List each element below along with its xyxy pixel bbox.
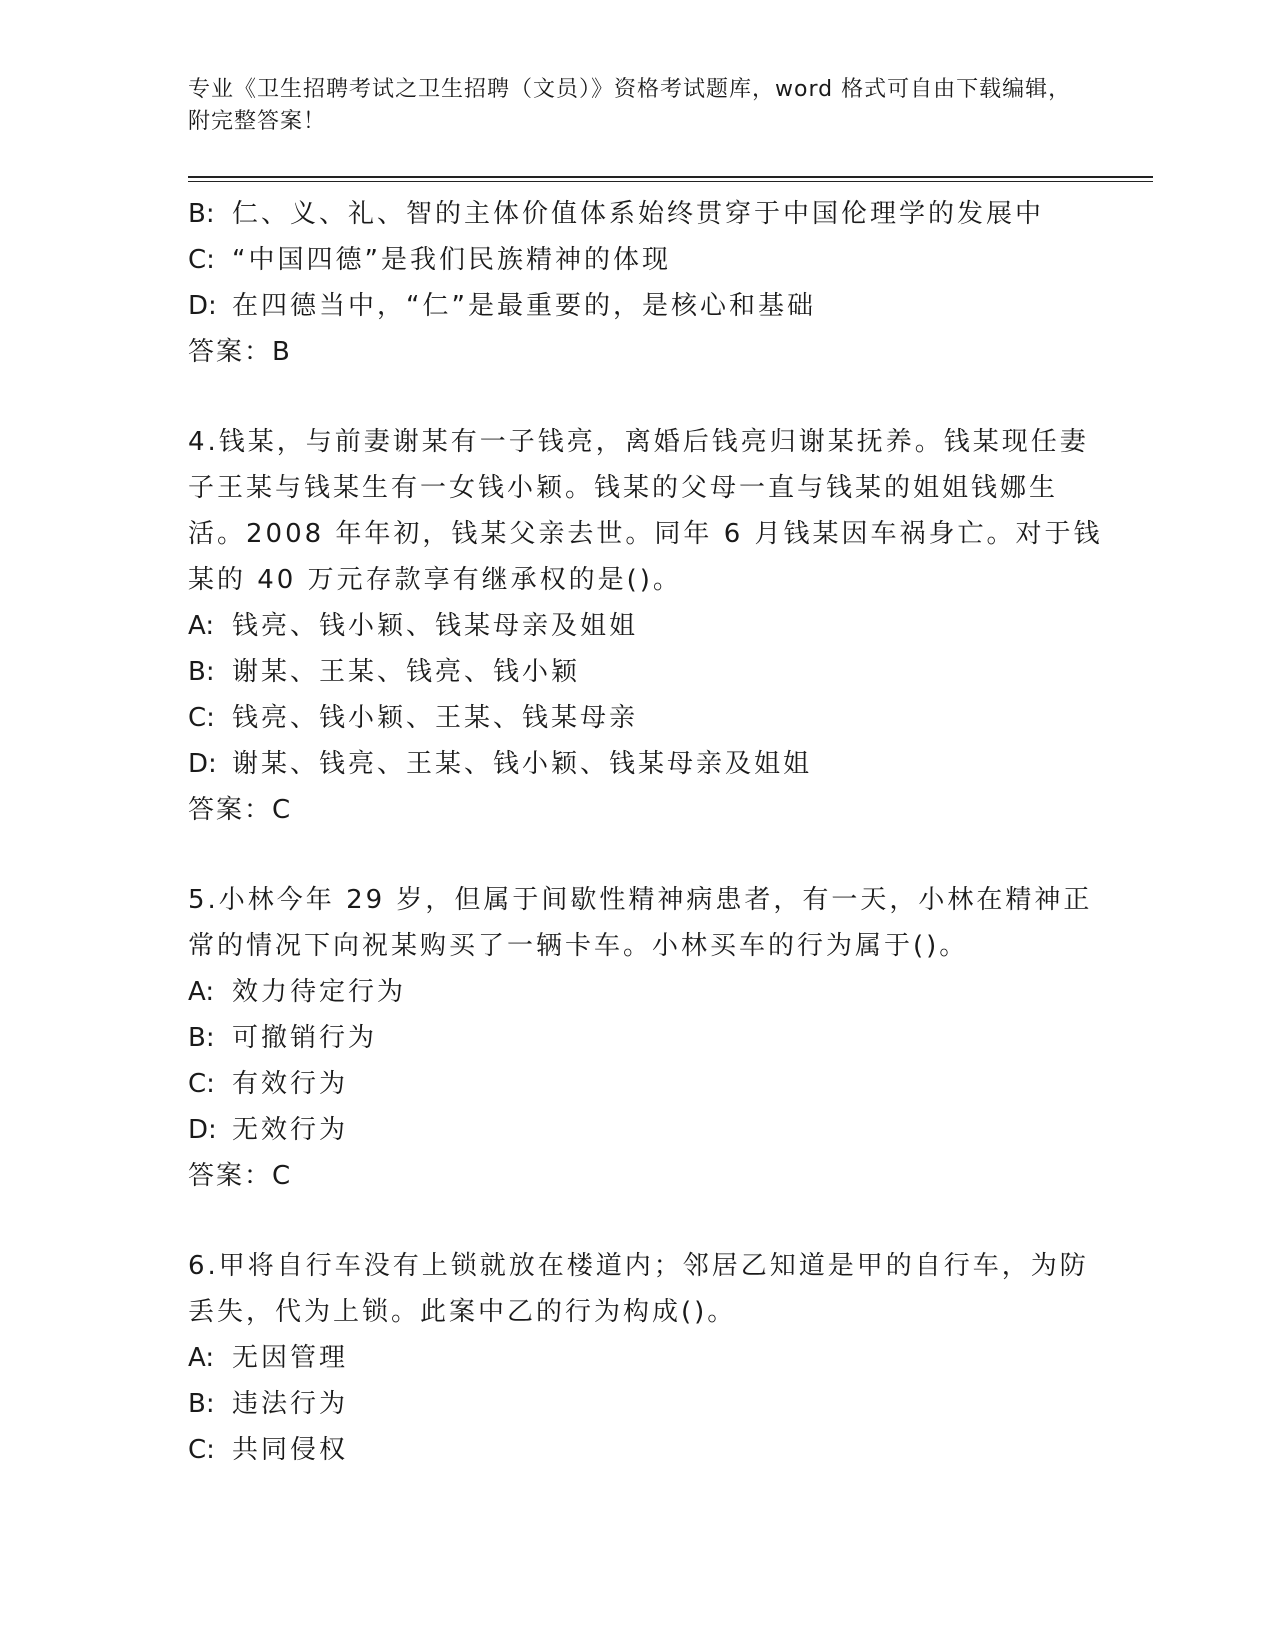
option-text: 无效行为 xyxy=(232,1115,349,1145)
answer-line: 答案：B xyxy=(188,337,292,367)
option-c xyxy=(188,237,1108,283)
answer-line: 答案：C xyxy=(188,795,293,825)
question-block-4 xyxy=(188,419,1108,833)
option-text: 谢某、钱亮、王某、钱小颖、钱某母亲及姐姐 xyxy=(232,749,813,779)
option-b xyxy=(188,1015,1108,1061)
option-text: 在四德当中，“仁”是最重要的，是核心和基础 xyxy=(232,291,816,321)
option-letter: C: xyxy=(188,703,215,733)
option-text: “中国四德”是我们民族精神的体现 xyxy=(232,245,671,275)
option-a xyxy=(188,603,1108,649)
question-stem: 5.小林今年 29 岁，但属于间歇性精神病患者，有一天，小林在精神正常的情况下向祝某购买了一辆卡车。小林买车的行为属于()。 xyxy=(188,885,1093,961)
option-b xyxy=(188,1381,1108,1427)
option-letter: A: xyxy=(188,977,215,1007)
option-letter: C: xyxy=(188,1069,215,1099)
option-c xyxy=(188,1427,1108,1473)
option-a xyxy=(188,969,1108,1015)
option-b xyxy=(188,191,1108,237)
option-text: 有效行为 xyxy=(232,1069,349,1099)
option-d xyxy=(188,1107,1108,1153)
question-stem: 4.钱某，与前妻谢某有一子钱亮，离婚后钱亮归谢某抚养。钱某现任妻子王某与钱某生有一女钱小颖。钱某的父母一直与钱某的姐姐钱娜生活。2008 年年初，钱某父亲去世。同年 6 月钱某因车祸身亡。对于钱某的 40 万元存款享有继承权的是()。 xyxy=(188,427,1103,595)
option-d xyxy=(188,283,1108,329)
header-divider xyxy=(188,176,1153,178)
option-text: 钱亮、钱小颖、钱某母亲及姐姐 xyxy=(232,611,639,641)
option-letter: C: xyxy=(188,245,215,275)
option-text: 违法行为 xyxy=(232,1389,349,1419)
option-letter: B: xyxy=(188,1023,215,1053)
option-letter: C: xyxy=(188,1435,215,1465)
question-block-prev xyxy=(188,191,1108,375)
question-block-6 xyxy=(188,1243,1108,1473)
option-text: 无因管理 xyxy=(232,1343,349,1373)
option-text: 效力待定行为 xyxy=(232,977,407,1007)
option-text: 共同侵权 xyxy=(232,1435,349,1465)
option-letter: B: xyxy=(188,657,215,687)
option-a xyxy=(188,1335,1108,1381)
option-letter: D: xyxy=(188,749,217,779)
spacer xyxy=(188,1199,1108,1243)
option-letter: B: xyxy=(188,199,215,229)
option-d xyxy=(188,741,1108,787)
option-text: 仁、义、礼、智的主体价值体系始终贯穿于中国伦理学的发展中 xyxy=(232,199,1045,229)
answer-line: 答案：C xyxy=(188,1161,293,1191)
option-letter: A: xyxy=(188,611,215,641)
option-c xyxy=(188,1061,1108,1107)
option-text: 钱亮、钱小颖、王某、钱某母亲 xyxy=(232,703,639,733)
question-stem: 6.甲将自行车没有上锁就放在楼道内；邻居乙知道是甲的自行车，为防丢失，代为上锁。此案中乙的行为构成()。 xyxy=(188,1251,1089,1327)
question-block-5 xyxy=(188,877,1108,1199)
option-b xyxy=(188,649,1108,695)
option-letter: B: xyxy=(188,1389,215,1419)
option-letter: A: xyxy=(188,1343,215,1373)
spacer xyxy=(188,833,1108,877)
option-text: 可撤销行为 xyxy=(232,1023,378,1053)
option-letter: D: xyxy=(188,291,217,321)
question-list xyxy=(188,191,1108,1473)
spacer xyxy=(188,375,1108,419)
document-header: 专业《卫生招聘考试之卫生招聘（文员）》资格考试题库，word 格式可自由下载编辑，附完整答案！ xyxy=(188,77,1072,134)
option-letter: D: xyxy=(188,1115,217,1145)
header-divider-thin xyxy=(188,181,1153,182)
option-c xyxy=(188,695,1108,741)
option-text: 谢某、王某、钱亮、钱小颖 xyxy=(232,657,581,687)
